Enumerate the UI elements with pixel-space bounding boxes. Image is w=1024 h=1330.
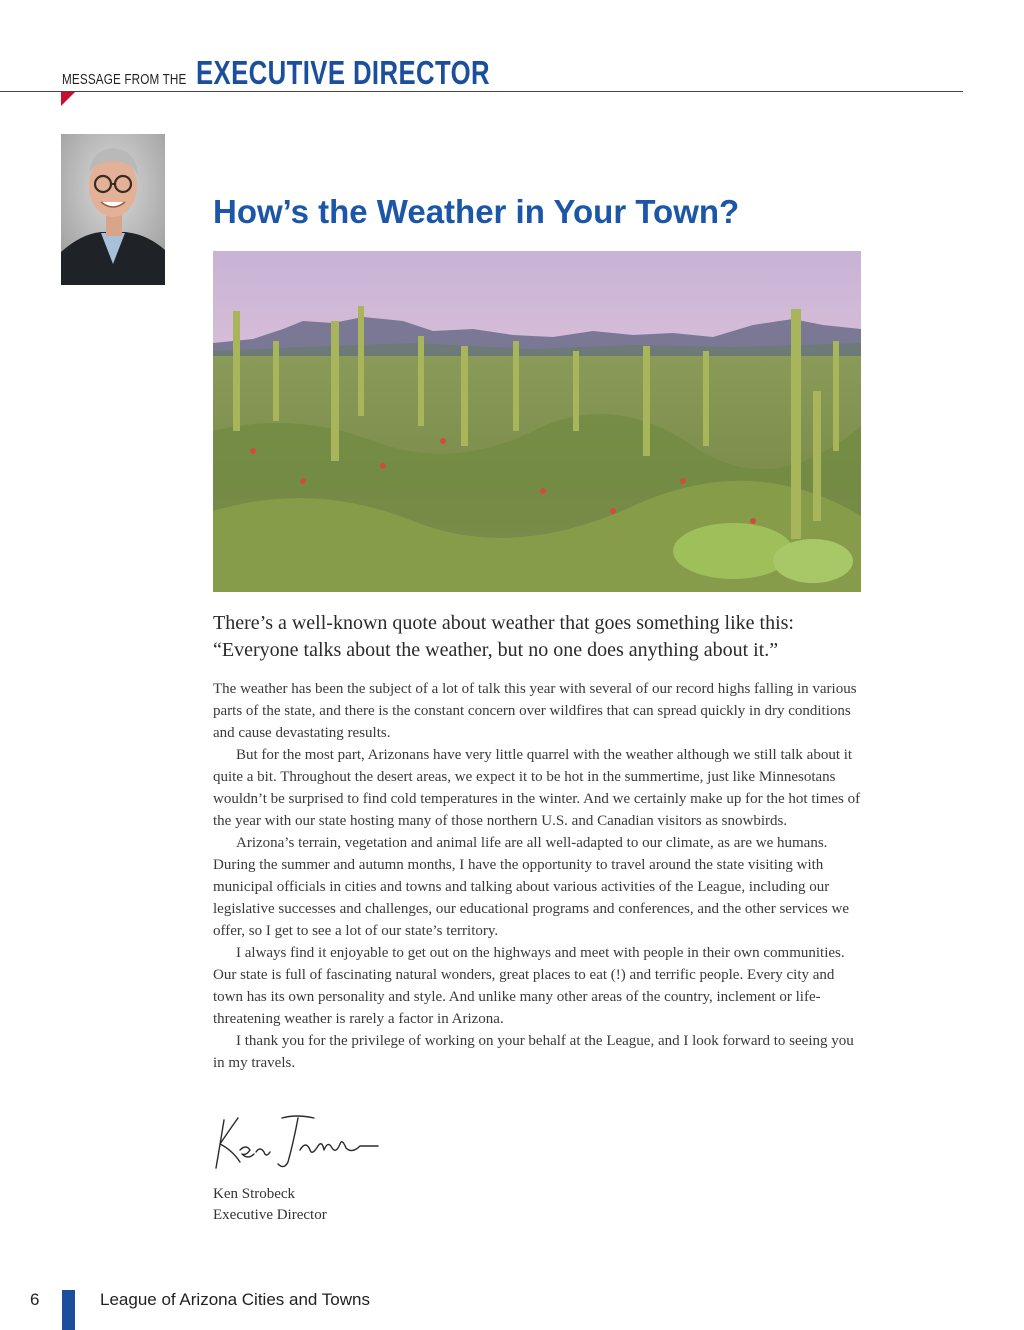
body-paragraph: I thank you for the privilege of working on your behalf at the League, and I look forward to seeing you in my travels. — [213, 1033, 854, 1071]
handwritten-signature — [210, 1110, 380, 1174]
header-rule — [0, 91, 963, 92]
article-title: How’s the Weather in Your Town? — [213, 193, 740, 230]
section-header — [62, 54, 573, 92]
director-portrait — [61, 134, 165, 285]
footer-accent-bar — [62, 1290, 75, 1330]
body-paragraph: Arizona’s terrain, vegetation and animal life are all well-adapted to our climate, as are we humans. During the summer and autumn months, I have the opportunity to travel around the state visiting with municipal officials in cities and towns and talking about various activities of the League, including our legislative successes and challenges, our educational programs and conferences, and the other services we offer, so I get to see a lot of our state’s territory. — [213, 835, 849, 939]
signer-title: Executive Director — [213, 1207, 327, 1223]
lead-line: There’s a well-known quote about weather that goes something like this: — [213, 612, 794, 634]
article-body — [213, 678, 865, 1074]
desert-landscape-photo — [213, 251, 861, 592]
header-accent-triangle — [61, 92, 75, 106]
publication-name: League of Arizona Cities and Towns — [100, 1290, 370, 1309]
lead-quote — [213, 610, 873, 664]
body-paragraph: I always find it enjoyable to get out on the highways and meet with people in their own communities. Our state is full of fascinating natural wonders, great places to eat (!) and terrific people. Every city and town has its own personality and style. And unlike many other areas of the country, inclement or life-threatening weather is rarely a factor in Arizona. — [213, 945, 845, 1027]
page-number: 6 — [30, 1290, 40, 1309]
lead-line: “Everyone talks about the weather, but no one does anything about it.” — [213, 639, 779, 661]
body-paragraph: But for the most part, Arizonans have very little quarrel with the weather although we still talk about it quite a bit. Throughout the desert areas, we expect it to be hot in the summertime, just like Minnesotans wouldn’t be surprised to find cold temperatures in the winter. And we certainly make up for the hot times of the year with our state hosting many of those northern U.S. and Canadian visitors as snowbirds. — [213, 747, 861, 829]
header-prefix: MESSAGE FROM THE — [62, 71, 187, 88]
signer-name: Ken Strobeck — [213, 1186, 296, 1202]
header-title: EXECUTIVE DIRECTOR — [195, 54, 490, 91]
body-paragraph: The weather has been the subject of a lot of talk this year with several of our record highs falling in various parts of the state, and there is the constant concern over wildfires that can spread quickly in dry conditions and cause devastating results. — [213, 681, 857, 741]
signature-block — [213, 1184, 327, 1226]
